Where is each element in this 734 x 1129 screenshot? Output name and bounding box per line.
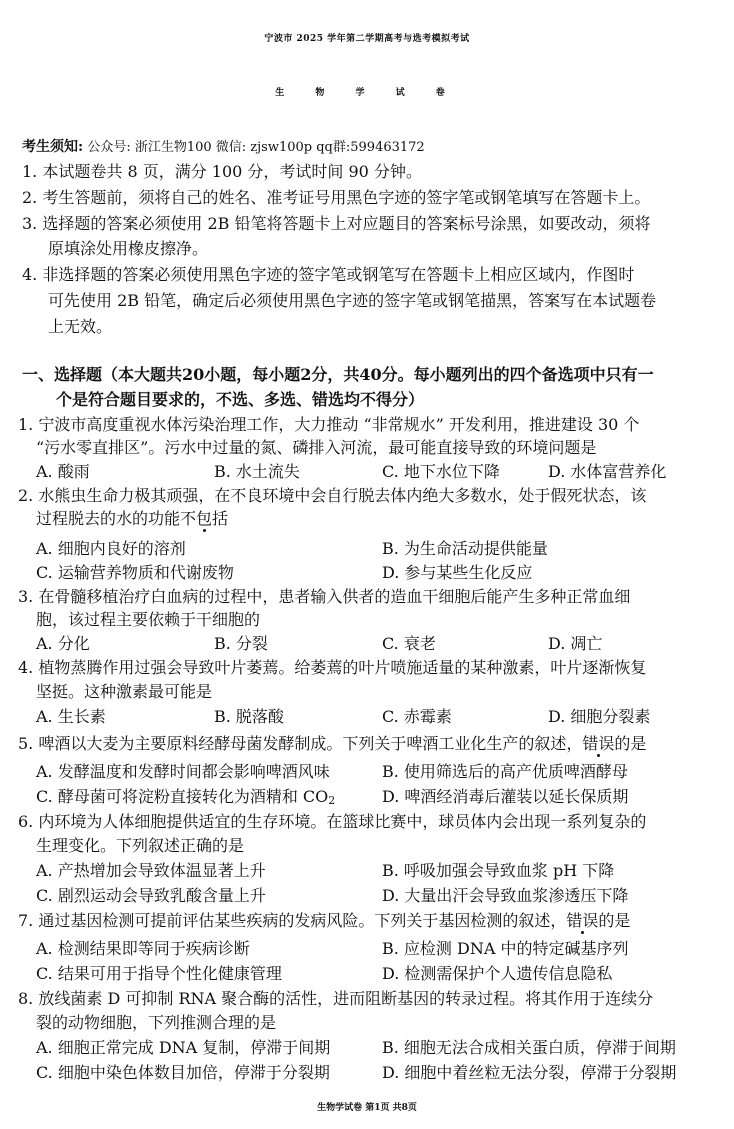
question-7-option-a: A. 检测结果即等同于疾病诊断 [36, 939, 250, 958]
question-5-option-c [36, 786, 335, 812]
section-heading-line1: 一、选择题（本大题共20小题，每小题2分，共40分。每小题列出的四个备选项中只有一 [22, 365, 654, 384]
question-8-option-c: C. 细胞中染色体数目加倍，停滞于分裂期 [36, 1063, 330, 1082]
question-3-option-c: C. 衰老 [382, 634, 436, 653]
question-7-emphasis: 错误 [566, 911, 599, 930]
question-4-stem: 4. 植物蒸腾作用过强会导致叶片萎蔫。给萎蔫的叶片喷施适量的某种激素，叶片逐渐恢复 [18, 658, 647, 677]
question-7-option-c: C. 结果可用于指导个性化健康管理 [36, 964, 282, 983]
question-8-option-a: A. 细胞正常完成 DNA 复制，停滞于间期 [36, 1038, 331, 1057]
question-2-stem: 2. 水熊虫生命力极其顽强，在不良环境中会自行脱去体内绝大多数水，处于假死状态，该 [18, 486, 647, 505]
question-2-option-a: A. 细胞内良好的溶剂 [36, 539, 186, 558]
question-5-option-d: D. 啤酒经消毒后灌装以延长保质期 [382, 787, 629, 806]
question-6-option-d: D. 大量出汗会导致血浆渗透压下降 [382, 886, 629, 905]
question-4-option-b: B. 脱落酸 [214, 707, 284, 726]
exam-title: 宁波市 2025 学年第二学期高考与选考模拟考试 [264, 34, 470, 44]
question-3-stem-cont: 胞，该过程主要依赖于干细胞的 [36, 610, 261, 629]
question-2-option-c: C. 运输营养物质和代谢废物 [36, 563, 234, 582]
question-2-option-d: D. 参与某些生化反应 [382, 563, 533, 582]
question-5-option-c-text: C. 酵母菌可将淀粉直接转化为酒精和 CO [36, 787, 329, 806]
question-5-emphasis: 错误 [582, 734, 615, 753]
question-3-option-d: D. 凋亡 [548, 634, 603, 653]
question-3-option-b: B. 分裂 [214, 634, 268, 653]
question-6-stem: 6. 内环境为人体细胞提供适宜的生存环境。在篮球比赛中，球员体内会出现一系列复杂的 [18, 812, 647, 831]
notice-item-1: 1. 本试题卷共 8 页，满分 100 分，考试时间 90 分钟。 [22, 162, 422, 181]
section-heading-line2: 个是符合题目要求的，不选、多选、错选均不得分） [56, 390, 425, 409]
notice-item-3-cont: 原填涂处用橡皮擦净。 [48, 239, 209, 258]
question-2-option-b: B. 为生命活动提供能量 [382, 539, 548, 558]
notice-item-4-cont1: 可先使用 2B 铅笔，确定后必须使用黑色字迹的签字笔或钢笔描黑，答案写在本试题卷 [48, 291, 657, 310]
notice-item-3: 3. 选择题的答案必须使用 2B 铅笔将答题卡上对应题目的答案标号涂黑，如要改动，须将 [22, 214, 651, 233]
question-7-stem [18, 910, 630, 932]
notice-item-4: 4. 非选择题的答案必须使用黑色字迹的签字笔或钢笔写在答题卡上相应区域内，作图时 [22, 265, 635, 284]
question-7-option-d: D. 检测需保护个人遗传信息隐私 [382, 964, 613, 983]
question-3-stem: 3. 在骨髓移植治疗白血病的过程中，患者输入供者的造血干细胞后能产生多种正常血细 [18, 587, 631, 606]
notice-label: 考生须知: [22, 139, 84, 155]
question-6-option-a: A. 产热增加会导致体温显著上升 [36, 861, 266, 880]
question-7-stem-text: 7. 通过基因检测可提前评估某些疾病的发病风险。下列关于基因检测的叙述， [18, 911, 567, 930]
question-1-option-b: B. 水土流失 [214, 462, 300, 481]
question-8-option-b: B. 细胞无法合成相关蛋白质，停滞于间期 [382, 1038, 676, 1057]
question-8-stem-cont: 裂的动物细胞，下列推测合理的是 [36, 1013, 277, 1032]
question-1-option-d: D. 水体富营养化 [548, 462, 667, 481]
question-8-stem: 8. 放线菌素 D 可抑制 RNA 聚合酶的活性，进而阻断基因的转录过程。将其作用于连续分 [18, 989, 654, 1008]
question-2-stem-text: 过程脱去的水的功能 [36, 509, 181, 528]
question-6-option-c: C. 剧烈运动会导致乳酸含量上升 [36, 886, 266, 905]
question-4-option-c: C. 赤霉素 [382, 707, 452, 726]
notice-contact: 公众号: 浙江生物100 微信: zjsw100p qq群:599463172 [87, 140, 425, 155]
question-3-option-a: A. 分化 [36, 634, 90, 653]
notice-item-4-cont2: 上无效。 [48, 317, 113, 336]
question-5-option-c-subscript: 2 [328, 794, 336, 807]
question-1-option-c: C. 地下水位下降 [382, 462, 500, 481]
question-1-stem: 1. 宁波市高度重视水体污染治理工作，大力推动 “非常规水” 开发利用，推进建设 30 个 [18, 415, 640, 434]
question-4-stem-cont: 坚挺。这种激素最可能是 [36, 682, 213, 701]
question-4-option-d: D. 细胞分裂素 [548, 707, 651, 726]
question-2-stem-cont [36, 508, 228, 530]
question-6-option-b: B. 呼吸加强会导致血浆 pH 下降 [382, 861, 615, 880]
exam-subject-title: 生 物 学 试 卷 [275, 88, 459, 98]
notice-item-2: 2. 考生答题前，须将自己的姓名、准考证号用黑色字迹的签字笔或钢笔填写在答题卡上。 [22, 188, 651, 207]
question-7-option-b: B. 应检测 DNA 中的特定碱基序列 [382, 939, 629, 958]
question-6-stem-cont: 生理变化。下列叙述正确的是 [36, 836, 245, 855]
question-4-option-a: A. 生长素 [36, 707, 106, 726]
question-5-option-b: B. 使用筛选后的高产优质啤酒酵母 [382, 762, 628, 781]
question-1-option-a: A. 酸雨 [36, 462, 90, 481]
notice-header [22, 136, 425, 159]
question-2-emphasis: 不包括 [180, 509, 229, 528]
question-7-stem-end: 的是 [598, 911, 631, 930]
question-1-stem-cont: “污水零直排区”。污水中过量的氮、磷排入河流，最可能直接导致的环境问题是 [36, 438, 597, 457]
question-5-stem [18, 733, 646, 755]
question-5-stem-end: 的是 [614, 734, 647, 753]
question-5-option-a: A. 发酵温度和发酵时间都会影响啤酒风味 [36, 762, 330, 781]
page-footer: 生物学试卷 第1页 共8页 [317, 1103, 417, 1113]
question-8-option-d: D. 细胞中着丝粒无法分裂，停滞于分裂期 [382, 1063, 677, 1082]
question-5-stem-text: 5. 啤酒以大麦为主要原料经酵母菌发酵制成。下列关于啤酒工业化生产的叙述， [18, 734, 583, 753]
